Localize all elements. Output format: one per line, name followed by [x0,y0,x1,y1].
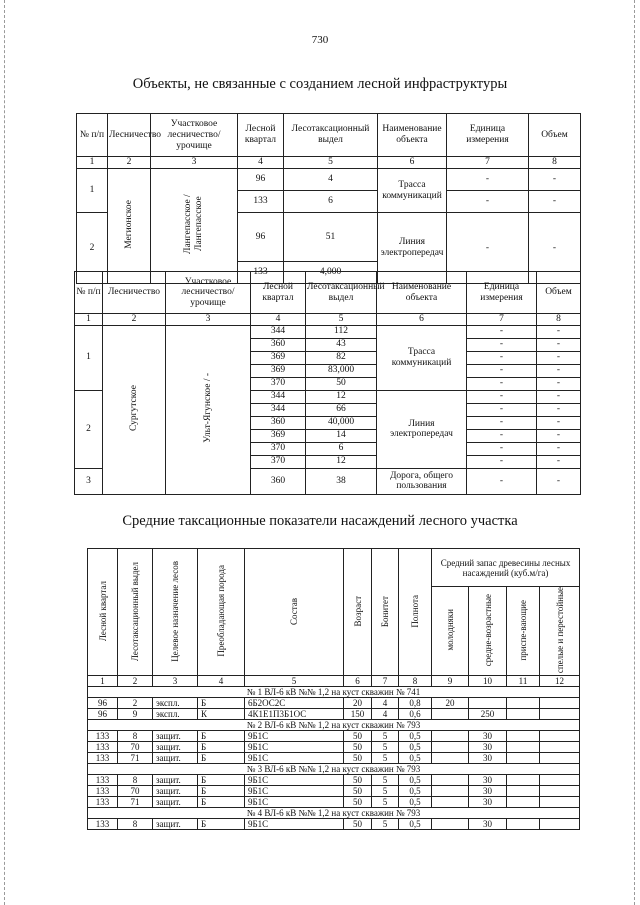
quarter-cell: 344 [251,325,306,338]
quarter-cell: 369 [251,364,306,377]
table-cell: 150 [344,709,372,720]
district-name: Лангепасское /Лангепасское [183,194,204,254]
col-num: 4 [198,676,245,687]
forestry-cell [103,325,166,494]
unit-cell: - [467,416,537,429]
quarter-cell: 133 [238,191,284,213]
section-row [88,720,580,731]
subheader-cell [540,587,580,676]
col-num: 7 [447,157,529,169]
table-cell [507,742,540,753]
volume-cell: - [537,351,581,364]
plot-cell: 14 [306,429,377,442]
table-cell [432,731,469,742]
district-name: Ульт-Ягунское / - [202,372,213,443]
header-text: Состав [289,597,299,625]
scan-edge-right [634,0,635,905]
col-num: 11 [507,676,540,687]
quarter-cell: 370 [251,455,306,468]
section-row [88,808,580,819]
table-cell: 5 [372,786,399,797]
table-cell: 0,6 [399,709,432,720]
table-cell: 30 [469,819,507,830]
quarter-cell: 369 [251,429,306,442]
quarter-cell: 360 [251,338,306,351]
header-cell: Лесничество [108,114,151,157]
row-number: 2 [75,390,103,468]
volume-cell: - [537,416,581,429]
table-cell [507,753,540,764]
table-cell [507,698,540,709]
section-title: № 4 ВЛ-6 кВ №№ 1,2 на куст скважин № 793 [88,808,580,819]
section-row [88,764,580,775]
table-cell [540,753,580,764]
objects-table-2 [74,271,581,495]
subheader-cell [432,587,469,676]
quarter-cell: 369 [251,351,306,364]
volume-cell: - [529,191,581,213]
table-header-row [75,272,581,314]
plot-cell: 112 [306,325,377,338]
table-cell: Б [198,786,245,797]
col-num: 3 [151,157,238,169]
table-cell: 133 [88,775,118,786]
table-cell [432,786,469,797]
col-num: 6 [344,676,372,687]
table-cell: Б [198,731,245,742]
table-cell: 5 [372,797,399,808]
table-cell [432,753,469,764]
table-cell: 50 [344,819,372,830]
unit-cell: - [467,351,537,364]
table-cell: Б [198,797,245,808]
table-cell: 0,5 [399,731,432,742]
table-cell [432,797,469,808]
col-num: 5 [245,676,344,687]
table-cell: 50 [344,775,372,786]
col-num: 7 [372,676,399,687]
col-num: 8 [529,157,581,169]
plot-cell: 12 [306,390,377,403]
table-cell: 250 [469,709,507,720]
table-cell: 0,8 [399,698,432,709]
table-row [88,731,580,742]
section-title: № 1 ВЛ-6 кВ №№ 1,2 на куст скважин № 741 [88,687,580,698]
plot-cell: 4 [284,169,378,191]
col-num: 8 [399,676,432,687]
table-cell: 71 [118,797,153,808]
table-cell: экспл. [153,698,198,709]
table-cell [507,797,540,808]
plot-cell: 51 [284,213,378,262]
table-cell [507,775,540,786]
page-number: 730 [311,34,329,46]
section-row [88,687,580,698]
table-cell [540,709,580,720]
header-cell: Лесотаксационный выдел [284,114,378,157]
header-cell: Единица измерения [447,114,529,157]
table-cell: 50 [344,731,372,742]
unit-cell: - [467,364,537,377]
row-number: 1 [77,169,108,213]
table-cell: 96 [88,698,118,709]
header-cell: Наименование объекта [377,272,467,314]
table-cell [540,786,580,797]
table-row [88,819,580,830]
quarter-cell: 360 [251,468,306,494]
table-cell: Б [198,753,245,764]
table-cell: 9Б1С [245,786,344,797]
table-cell: 133 [88,742,118,753]
header-text: Полнота [410,594,420,628]
table-cell: 9Б1С [245,797,344,808]
table-cell: 30 [469,742,507,753]
table-cell: Б [198,698,245,709]
table-header-row [77,114,581,157]
section-title: № 3 ВЛ-6 кВ №№ 1,2 на куст скважин № 793 [88,764,580,775]
table-cell [432,742,469,753]
table-cell: экспл. [153,709,198,720]
header-cell: Лесной квартал [251,272,306,314]
quarter-cell: 344 [251,390,306,403]
unit-cell: - [467,377,537,390]
column-number-row [75,314,581,326]
table-cell: 9Б1С [245,731,344,742]
table-cell: 133 [88,753,118,764]
plot-cell: 38 [306,468,377,494]
col-num: 1 [77,157,108,169]
header-cell: Объем [529,114,581,157]
table-cell: защит. [153,742,198,753]
unit-cell: - [467,429,537,442]
quarter-cell: 133 [238,262,284,284]
header-cell [372,549,399,676]
table-cell [540,698,580,709]
col-num: 4 [251,314,306,326]
table-cell: 0,5 [399,742,432,753]
table-cell: 50 [344,742,372,753]
object-name: Линия электропередач [378,213,447,284]
quarter-cell: 344 [251,403,306,416]
table-cell: 6Б2ОС2С [245,698,344,709]
table-cell [507,709,540,720]
table-cell: 70 [118,742,153,753]
table-cell [432,819,469,830]
table-cell: 5 [372,753,399,764]
table-cell: 30 [469,731,507,742]
table-cell: 5 [372,775,399,786]
unit-cell: - [467,455,537,468]
volume-cell: - [537,429,581,442]
table-cell: 133 [88,786,118,797]
table-cell: 133 [88,797,118,808]
plot-cell: 6 [284,191,378,213]
table-cell [469,698,507,709]
plot-cell: 82 [306,351,377,364]
table-cell: защит. [153,819,198,830]
table-cell: 0,5 [399,753,432,764]
forestry-name: Мегионское [123,199,134,249]
table-cell: 0,5 [399,819,432,830]
table-cell: 9Б1С [245,819,344,830]
table-cell: Б [198,819,245,830]
col-num: 9 [432,676,469,687]
group-header-cell: Средний запас древесины лесных насаждений (куб.м/га) [432,549,580,587]
col-num: 4 [238,157,284,169]
header-cell: Участковое лесничество/урочище [151,114,238,157]
table-cell [432,775,469,786]
volume-cell: - [537,364,581,377]
volume-cell: - [537,390,581,403]
table-cell [540,797,580,808]
scan-edge-left [4,0,5,905]
header-cell: Наименование объекта [378,114,447,157]
table-row [88,709,580,720]
volume-cell: - [537,325,581,338]
header-cell: Лесной квартал [238,114,284,157]
header-text: приспе-вающие [518,599,528,661]
header-cell: Единица измерения [467,272,537,314]
unit-cell: - [447,169,529,191]
unit-cell: - [467,325,537,338]
col-num: 5 [306,314,377,326]
header-text: Лесной квартал [97,581,108,642]
table-cell [540,775,580,786]
col-num: 1 [88,676,118,687]
table-cell: 5 [372,742,399,753]
section-title: № 2 ВЛ-6 кВ №№ 1,2 на куст скважин № 793 [88,720,580,731]
table-cell: 0,5 [399,775,432,786]
plot-cell: 50 [306,377,377,390]
header-text: средне-возрастные [482,593,493,667]
unit-cell: - [467,468,537,494]
table-cell [432,709,469,720]
plot-cell: 66 [306,403,377,416]
table-cell: 4 [372,709,399,720]
header-cell: Лесотаксационный выдел [306,272,377,314]
column-number-row [88,676,580,687]
volume-cell: - [529,213,581,284]
header-text: Целевое назначение лесов [170,560,180,662]
forestry-cell [108,169,151,284]
plot-cell: 6 [306,442,377,455]
header-text: молодняки [445,609,455,651]
table-row [88,775,580,786]
table-cell: 0,5 [399,797,432,808]
col-num: 7 [467,314,537,326]
taxation-table [87,548,580,830]
table-row [88,786,580,797]
col-num: 3 [153,676,198,687]
table-cell: 30 [469,797,507,808]
table-cell: 2 [118,698,153,709]
object-name: Трасса коммуникаций [378,169,447,213]
header-cell [245,549,344,676]
district-cell [166,325,251,494]
table-cell: защит. [153,731,198,742]
table-cell: 9Б1С [245,753,344,764]
col-num: 10 [469,676,507,687]
header-cell [88,549,118,676]
row-number: 3 [75,468,103,494]
object-name: Линия электропередач [377,390,467,468]
table-cell: Б [198,742,245,753]
table-cell: 133 [88,819,118,830]
col-num: 8 [537,314,581,326]
table-header-row [88,549,580,587]
header-cell [153,549,198,676]
table-cell [507,819,540,830]
quarter-cell: 96 [238,213,284,262]
header-cell: Лесничество [103,272,166,314]
unit-cell: - [447,213,529,284]
plot-cell: 83,000 [306,364,377,377]
table-cell: 9Б1С [245,742,344,753]
table-cell: 8 [118,731,153,742]
header-cell [198,549,245,676]
table-cell: 5 [372,819,399,830]
table-cell [507,786,540,797]
header-text: спелые и перестойные [554,587,565,674]
table-cell: защит. [153,797,198,808]
header-cell [399,549,432,676]
table-cell: 71 [118,753,153,764]
table-cell: 9Б1С [245,775,344,786]
table-cell: К [198,709,245,720]
col-num: 12 [540,676,580,687]
quarter-cell: 360 [251,416,306,429]
row-number: 1 [75,325,103,390]
header-cell: № п/п [77,114,108,157]
volume-cell: - [537,468,581,494]
table-cell: 0,5 [399,786,432,797]
table-cell: 4К1Е1П3Б1ОС [245,709,344,720]
table-cell: 30 [469,786,507,797]
table-row [88,797,580,808]
table-cell: 8 [118,819,153,830]
quarter-cell: 96 [238,169,284,191]
quarter-cell: 370 [251,377,306,390]
col-num: 1 [75,314,103,326]
col-num: 2 [108,157,151,169]
table-row [77,169,581,191]
table-cell: Б [198,775,245,786]
title-objects: Объекты, не связанные с созданием лесной инфраструктуры [132,76,508,92]
forestry-name: Сургутское [128,384,139,431]
col-num: 3 [166,314,251,326]
volume-cell: - [537,442,581,455]
unit-cell: - [467,338,537,351]
volume-cell: - [537,338,581,351]
table-cell: 4 [372,698,399,709]
table-cell [540,731,580,742]
quarter-cell: 370 [251,442,306,455]
subheader-cell [469,587,507,676]
unit-cell: - [467,442,537,455]
table-cell: 133 [88,731,118,742]
table-cell: 70 [118,786,153,797]
unit-cell: - [467,403,537,416]
table-cell: 96 [88,709,118,720]
plot-cell: 43 [306,338,377,351]
volume-cell: - [529,169,581,191]
header-cell [344,549,372,676]
volume-cell: - [537,377,581,390]
unit-cell: - [467,390,537,403]
table-cell: защит. [153,775,198,786]
table-row [75,325,581,338]
table-cell: 30 [469,753,507,764]
plot-cell: 40,000 [306,416,377,429]
table-cell: защит. [153,786,198,797]
table-cell: 50 [344,753,372,764]
header-cell: № п/п [75,272,103,314]
volume-cell: - [537,403,581,416]
table-cell: 50 [344,797,372,808]
table-cell: 30 [469,775,507,786]
table-cell: 8 [118,775,153,786]
district-cell [151,169,238,284]
col-num: 2 [118,676,153,687]
table-row [88,698,580,709]
table-cell [540,742,580,753]
column-number-row [77,157,581,169]
table-cell [507,731,540,742]
col-num: 5 [284,157,378,169]
objects-table-1 [76,113,581,284]
table-cell: 9 [118,709,153,720]
header-text: Лесотаксационный выдел [130,561,140,661]
header-text: Возраст [352,595,363,627]
col-num: 6 [377,314,467,326]
table-cell: 5 [372,731,399,742]
unit-cell: - [447,191,529,213]
table-row [88,742,580,753]
header-cell [118,549,153,676]
col-num: 6 [378,157,447,169]
header-text: Бонитет [380,595,390,627]
table-cell: защит. [153,753,198,764]
taxation-body [88,687,580,830]
title-taxation: Средние таксационные показатели насаждений лесного участка [122,513,518,529]
object-name: Трасса коммуникаций [377,325,467,390]
table-cell [540,819,580,830]
volume-cell: - [537,455,581,468]
table-row [88,753,580,764]
table-cell: 50 [344,786,372,797]
row-number: 2 [77,213,108,284]
header-text: Преобладающая порода [216,565,226,657]
header-cell: Объем [537,272,581,314]
plot-cell: 4,000 [284,262,378,284]
subheader-cell [507,587,540,676]
col-num: 2 [103,314,166,326]
header-cell: Участковое лесничество/урочище [166,272,251,314]
table-cell: 20 [432,698,469,709]
object-name: Дорога, общего пользования [377,468,467,494]
table-cell: 20 [344,698,372,709]
plot-cell: 12 [306,455,377,468]
